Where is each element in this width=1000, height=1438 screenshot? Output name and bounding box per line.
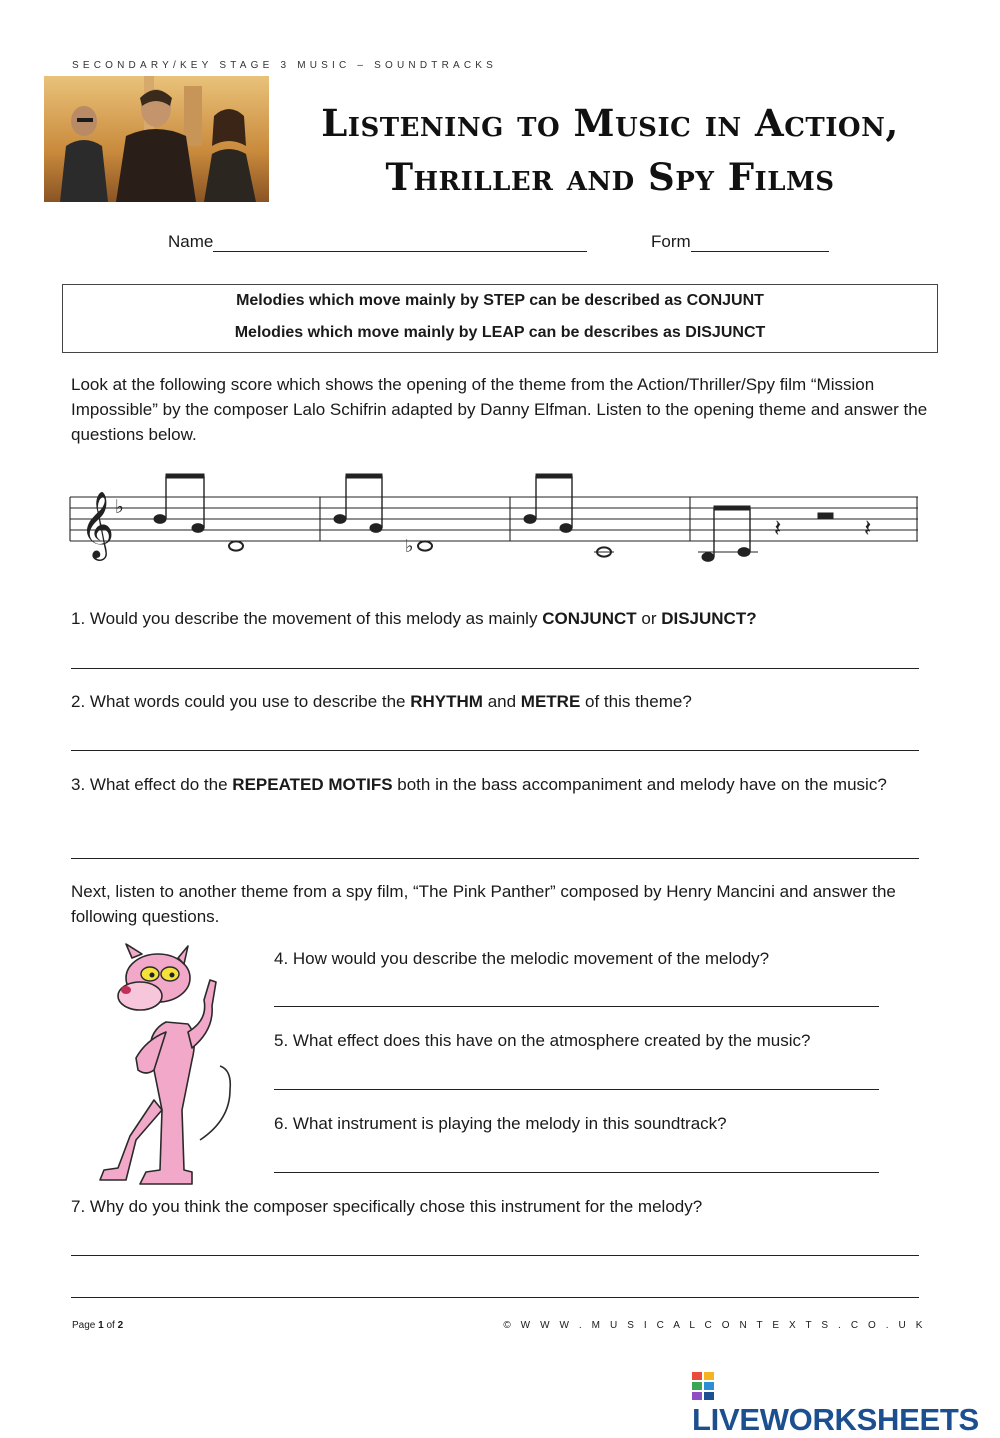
worksheet-title — [290, 96, 930, 204]
name-input-line[interactable] — [213, 233, 587, 252]
question-4: 4. How would you describe the melodic movement of the melody? — [274, 949, 770, 968]
form-field — [651, 232, 829, 252]
answer-line-2[interactable] — [71, 750, 919, 751]
music-score — [68, 468, 920, 568]
definitions-box — [62, 284, 938, 353]
title-line-2: Thriller and Spy Films — [385, 155, 835, 199]
rest-icon: 𝄽 — [864, 514, 872, 542]
course-kicker: SECONDARY/KEY STAGE 3 MUSIC – SOUNDTRACKS — [72, 60, 498, 71]
liveworksheets-logo[interactable] — [692, 1372, 1000, 1438]
answer-line-1[interactable] — [71, 668, 919, 669]
question-6: 6. What instrument is playing the melody in this soundtrack? — [274, 1114, 727, 1133]
liveworksheets-logo-icon — [692, 1372, 714, 1400]
question-2: 2. What words could you use to describe the RHYTHM and METRE of this theme? — [71, 692, 692, 711]
intro-paragraph: Look at the following score which shows the opening of the theme from the Action/Thriller/Spy film “Mission Impossible” by the composer Lalo Schifrin adapted by Danny Elfman. Listen to the opening theme and answer the questions below. — [71, 375, 928, 444]
question-5: 5. What effect does this have on the atmosphere created by the music? — [274, 1031, 811, 1050]
answer-line-6[interactable] — [274, 1172, 879, 1173]
question-1: 1. Would you describe the movement of this melody as mainly CONJUNCT or DISJUNCT? — [71, 609, 757, 628]
liveworksheets-logo-text: LIVEWORKSHEETS — [692, 1402, 979, 1437]
pink-panther-image — [80, 940, 260, 1190]
name-field — [168, 232, 587, 252]
page-number: Page 1 of 2 — [72, 1320, 124, 1331]
question-7: 7. Why do you think the composer specifically chose this instrument for the melody? — [71, 1197, 703, 1216]
film-poster-image — [44, 76, 269, 202]
flat-key-sig-icon: ♭ — [115, 496, 124, 518]
form-input-line[interactable] — [691, 233, 829, 252]
definition-disjunct: Melodies which move mainly by LEAP can be describes as DISJUNCT — [234, 324, 766, 341]
pink-panther-intro: Next, listen to another theme from a spy film, “The Pink Panther” composed by Henry Mancini and answer the following questions. — [71, 882, 896, 926]
answer-line-5[interactable] — [274, 1089, 879, 1090]
name-label: Name — [168, 232, 214, 251]
treble-clef-icon: 𝄞 — [80, 490, 115, 558]
flat-accidental-icon: ♭ — [405, 536, 414, 557]
answer-line-4[interactable] — [274, 1006, 879, 1007]
title-line-1: Listening to Music in Action, — [321, 101, 899, 145]
question-3: 3. What effect do the REPEATED MOTIFS both in the bass accompaniment and melody have on the music? — [71, 775, 887, 794]
form-label: Form — [651, 232, 691, 251]
definition-conjunct: Melodies which move mainly by STEP can be described as CONJUNT — [236, 292, 764, 309]
answer-line-3[interactable] — [71, 858, 919, 859]
website-credit: © W W W . M U S I C A L C O N T E X T S . C O . U K — [503, 1320, 926, 1331]
rest-icon: 𝄽 — [774, 514, 782, 542]
answer-line-7b[interactable] — [71, 1297, 919, 1298]
answer-line-7a[interactable] — [71, 1255, 919, 1256]
